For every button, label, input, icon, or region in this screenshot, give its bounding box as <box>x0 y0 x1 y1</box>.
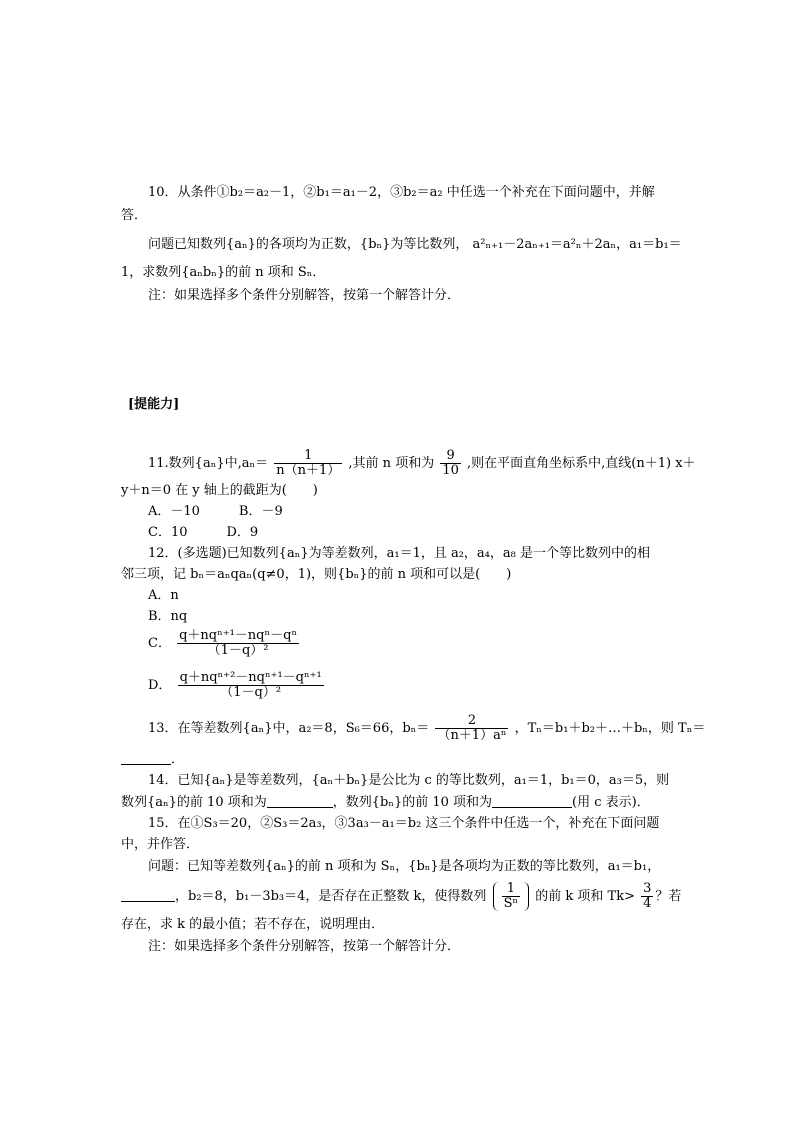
q12-line-2: 邻三项，记 bₙ＝aₙqaₙ(q≠0，1)，则{bₙ}的前 n 项和可以是( ) <box>121 567 512 582</box>
q12-optc-den: （1－q）² <box>207 643 269 658</box>
q12-line-1: 12．(多选题)已知数列{aₙ}为等差数列，a₁＝1，且 a₂，a₄，a₈ 是一个等比数列中的相 <box>148 546 650 561</box>
q14-text-b: ，数列{bₙ}的前 10 项和为 <box>332 795 493 810</box>
q11-frac1-den: n（n＋1） <box>276 463 341 478</box>
q12-option-c <box>148 628 301 660</box>
q15-frac2-den: 4 <box>643 896 652 911</box>
q13-frac-num: 2 <box>435 714 508 729</box>
q11-line-2: y＋n＝0 在 y 轴上的截距为( ) <box>121 483 318 498</box>
q11-options-ab: A．－10 B．－9 <box>148 504 283 519</box>
q10-line-3-text: 问题已知数列{aₙ}的各项均为正数，{bₙ}为等比数列， <box>148 237 469 252</box>
q15-text-b: 的前 k 项和 Tk> <box>535 889 635 904</box>
q10-line-4: 1，求数列{aₙbₙ}的前 n 项和 Sₙ． <box>121 265 326 280</box>
q13-fraction-bn <box>435 714 508 743</box>
q11-line-1 <box>148 448 696 480</box>
q10-line-1: 10．从条件①b₂＝a₂－1，②b₁＝a₁－2，③b₂＝a₂ 中任选一个补充在下面问题中，并解 <box>148 185 655 200</box>
q13-frac-den: （n＋1）aⁿ <box>437 728 507 743</box>
q14-answer-blank-1[interactable] <box>267 795 333 808</box>
q13-line-2-end: ． <box>171 752 185 767</box>
q12-option-c-fraction <box>177 629 299 658</box>
q15-line-1: 15．在①S₃＝20，②S₃＝2a₃，③3a₃－a₁＝b₂ 这三个条件中任选一个，补充在下面问题 <box>148 816 660 831</box>
q12-optd-num: q＋nqⁿ⁺²－nqⁿ⁺¹－qⁿ⁺¹ <box>179 670 322 685</box>
q15-fraction-three-quarters <box>641 882 653 911</box>
q12-optd-den: （1－q）² <box>220 685 282 700</box>
q13-line-1 <box>148 713 705 745</box>
q15-text-a: ，b₂＝8，b₁－3b₃＝4，是否存在正整数 k，使得数列 <box>175 889 487 904</box>
q11-text-b: ,其前 n 项和为 <box>348 456 435 471</box>
q15-note: 注：如果选择多个条件分别解答，按第一个解答计分． <box>148 939 461 954</box>
q12-option-b: B．nq <box>148 609 188 624</box>
q10-note: 注：如果选择多个条件分别解答，按第一个解答计分． <box>148 288 461 303</box>
q13-answer-blank[interactable] <box>121 752 171 765</box>
q14-text-a: 数列{aₙ}的前 10 项和为 <box>121 795 267 810</box>
q15-frac-num: 1 <box>502 882 521 897</box>
q10-recurrence: a²ₙ₊₁－2aₙ₊₁＝a²ₙ＋2aₙ，a₁＝b₁＝ <box>472 237 682 252</box>
q12-option-d-label: D． <box>148 678 172 693</box>
q12-option-d-fraction <box>178 671 324 700</box>
q15-line-2: 中，并作答． <box>121 837 200 852</box>
q11-options-cd: C．10 D．9 <box>148 525 259 540</box>
q10-line-2: 答． <box>121 208 148 223</box>
q12-option-c-label: C． <box>148 636 171 651</box>
q13-text-a: 13．在等差数列{aₙ}中，a₂＝8，S₆＝66，bₙ＝ <box>148 721 430 736</box>
q14-line-1: 14．已知{aₙ}是等差数列，{aₙ＋bₙ}是公比为 c 的等比数列，a₁＝1，b₁＝0，a₃＝5，则 <box>148 773 670 788</box>
q11-frac1-num: 1 <box>274 449 342 464</box>
q12-optc-num: q＋nqⁿ⁺¹－nqⁿ－qⁿ <box>179 628 298 643</box>
q12-option-d <box>148 670 326 702</box>
q11-text-c: ,则在平面直角坐标系中,直线(n＋1) x＋ <box>467 456 696 471</box>
q10-line-3 <box>148 236 682 254</box>
q11-frac2-num: 9 <box>440 449 461 464</box>
q13-line-2 <box>121 751 184 769</box>
q15-line-5: 存在，求 k 的最小值；若不存在，说明理由． <box>121 917 385 932</box>
q15-text-c: ？若 <box>655 889 682 904</box>
q15-condition-blank[interactable] <box>121 889 175 902</box>
q15-sequence-fraction <box>493 882 530 911</box>
q11-fraction-sum <box>440 449 461 478</box>
q14-answer-blank-2[interactable] <box>492 795 572 808</box>
q15-frac-den: Sⁿ <box>503 896 519 911</box>
q15-line-4 <box>121 882 681 912</box>
section-title: [提能力] <box>128 397 180 412</box>
q14-text-c: (用 c 表示)． <box>572 795 650 810</box>
q11-fraction-an <box>274 449 342 478</box>
q15-line-3: 问题：已知等差数列{aₙ}的前 n 项和为 Sₙ，{bₙ}是各项均为正数的等比数列，a₁＝b₁， <box>148 859 661 874</box>
q11-text-a: 11.数列{aₙ}中,aₙ＝ <box>148 456 269 471</box>
q14-line-2 <box>121 794 650 812</box>
q12-option-a: A．n <box>148 588 179 603</box>
q15-frac2-num: 3 <box>643 881 652 896</box>
q11-frac2-den: 10 <box>442 463 459 478</box>
q13-text-b: ，Tₙ＝b₁＋b₂＋…＋bₙ，则 Tₙ＝ <box>514 721 706 736</box>
